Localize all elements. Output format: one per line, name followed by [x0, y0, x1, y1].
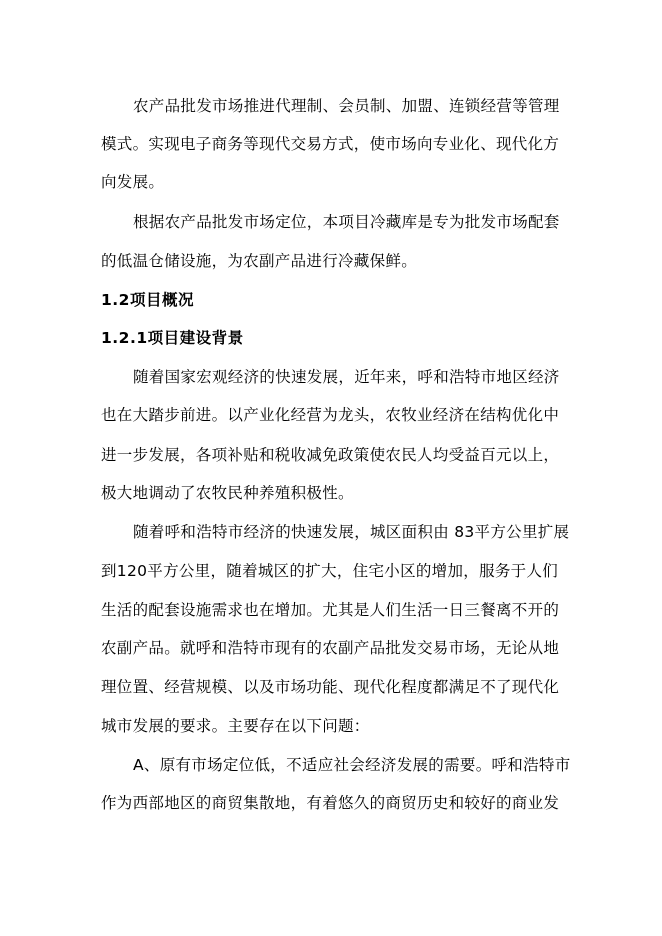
paragraph-line: 模式。实现电子商务等现代交易方式，使市场向专业化、现代化方 — [101, 135, 560, 153]
paragraph-line: 极大地调动了农牧民种养殖积极性。 — [101, 484, 354, 502]
paragraph-line: 作为西部地区的商贸集散地，有着悠久的商贸历史和较好的商业发 — [101, 794, 560, 812]
paragraph-line: 进一步发展，各项补贴和税收减免政策使农民人均受益百元以上， — [101, 446, 560, 464]
paragraph-line: 农副产品。就呼和浩特市现有的农副产品批发交易市场，无论从地 — [101, 639, 560, 657]
paragraph-line: 理位置、经营规模、以及市场功能、现代化程度都满足不了现代化 — [101, 678, 560, 696]
section-heading: 1.2项目概况 — [101, 291, 194, 309]
paragraph-line: 随着国家宏观经济的快速发展，近年来，呼和浩特市地区经济 — [133, 368, 560, 386]
paragraph-line: 生活的配套设施需求也在增加。尤其是人们生活一日三餐离不开的 — [101, 601, 560, 619]
paragraph-line: 的低温仓储设施，为农副产品进行冷藏保鲜。 — [101, 252, 418, 270]
subsection-heading: 1.2.1项目建设背景 — [101, 329, 244, 347]
paragraph-line: 城市发展的要求。主要存在以下问题： — [101, 717, 370, 735]
paragraph-line: A、原有市场定位低，不适应社会经济发展的需要。呼和浩特市 — [133, 756, 571, 774]
paragraph-line: 根据农产品批发市场定位，本项目冷藏库是专为批发市场配套 — [133, 213, 560, 231]
paragraph-line: 到120平方公里，随着城区的扩大，住宅小区的增加，服务于人们 — [101, 562, 559, 580]
paragraph-line: 农产品批发市场推进代理制、会员制、加盟、连锁经营等管理 — [133, 97, 560, 115]
paragraph-line: 也在大踏步前进。以产业化经营为龙头，农牧业经济在结构优化中 — [101, 406, 560, 424]
paragraph-line: 向发展。 — [101, 173, 165, 191]
paragraph-line: 随着呼和浩特市经济的快速发展，城区面积由 83平方公里扩展 — [133, 523, 570, 541]
